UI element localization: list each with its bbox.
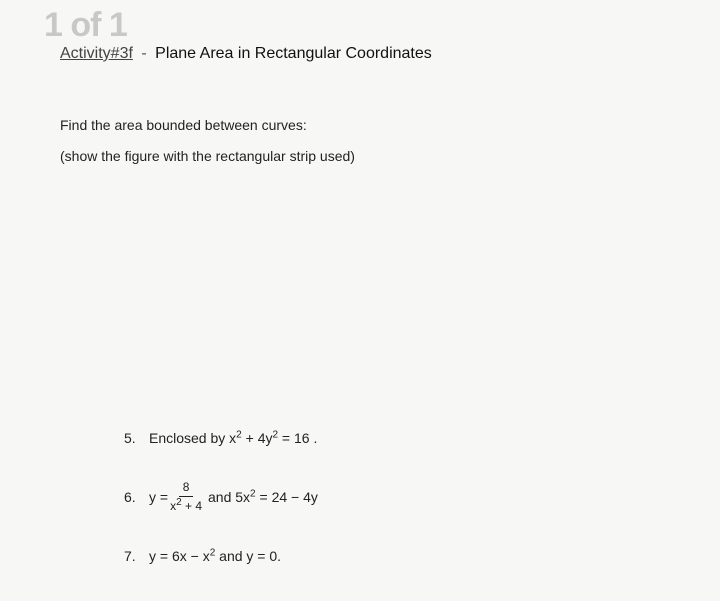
problem-number: 7. xyxy=(124,548,136,564)
exponent: 2 xyxy=(236,429,242,441)
equation-part: + 4 xyxy=(181,499,202,513)
activity-title: Plane Area in Rectangular Coordinates xyxy=(155,45,432,62)
problem-text xyxy=(208,489,318,505)
equation-part: and 5x xyxy=(208,488,251,505)
fraction-denominator xyxy=(170,497,202,513)
problem-5 xyxy=(124,430,317,446)
fraction xyxy=(170,480,202,513)
header-separator: - xyxy=(141,45,147,62)
equation-part: + 4y xyxy=(241,430,273,446)
equation-part: = 24 − 4y xyxy=(255,488,318,505)
activity-header xyxy=(60,45,432,63)
problem-number: 6. xyxy=(124,488,136,505)
exponent: 2 xyxy=(209,547,216,559)
equation-part: = 16 . xyxy=(278,430,318,446)
equation-part: x xyxy=(170,499,177,513)
problem-number: 5. xyxy=(124,430,136,446)
equation-lhs: y = xyxy=(149,488,169,505)
fraction-numerator: 8 xyxy=(179,480,194,497)
exponent: 2 xyxy=(272,429,279,441)
activity-code: Activity#3f xyxy=(60,45,133,62)
instruction-note: (show the figure with the rectangular strip used) xyxy=(60,148,355,164)
equation-part: y = 6x − x xyxy=(149,548,210,564)
page-counter: 1 of 1 xyxy=(44,6,127,44)
equation-part: Enclosed by x xyxy=(149,430,237,446)
problem-6 xyxy=(124,480,318,513)
problem-text xyxy=(149,548,281,564)
problem-text xyxy=(149,430,317,446)
equation-part: and y = 0. xyxy=(215,548,282,564)
instruction-main: Find the area bounded between curves: xyxy=(60,117,307,133)
problem-7 xyxy=(124,548,281,564)
exponent: 2 xyxy=(176,497,182,508)
exponent: 2 xyxy=(250,487,256,499)
